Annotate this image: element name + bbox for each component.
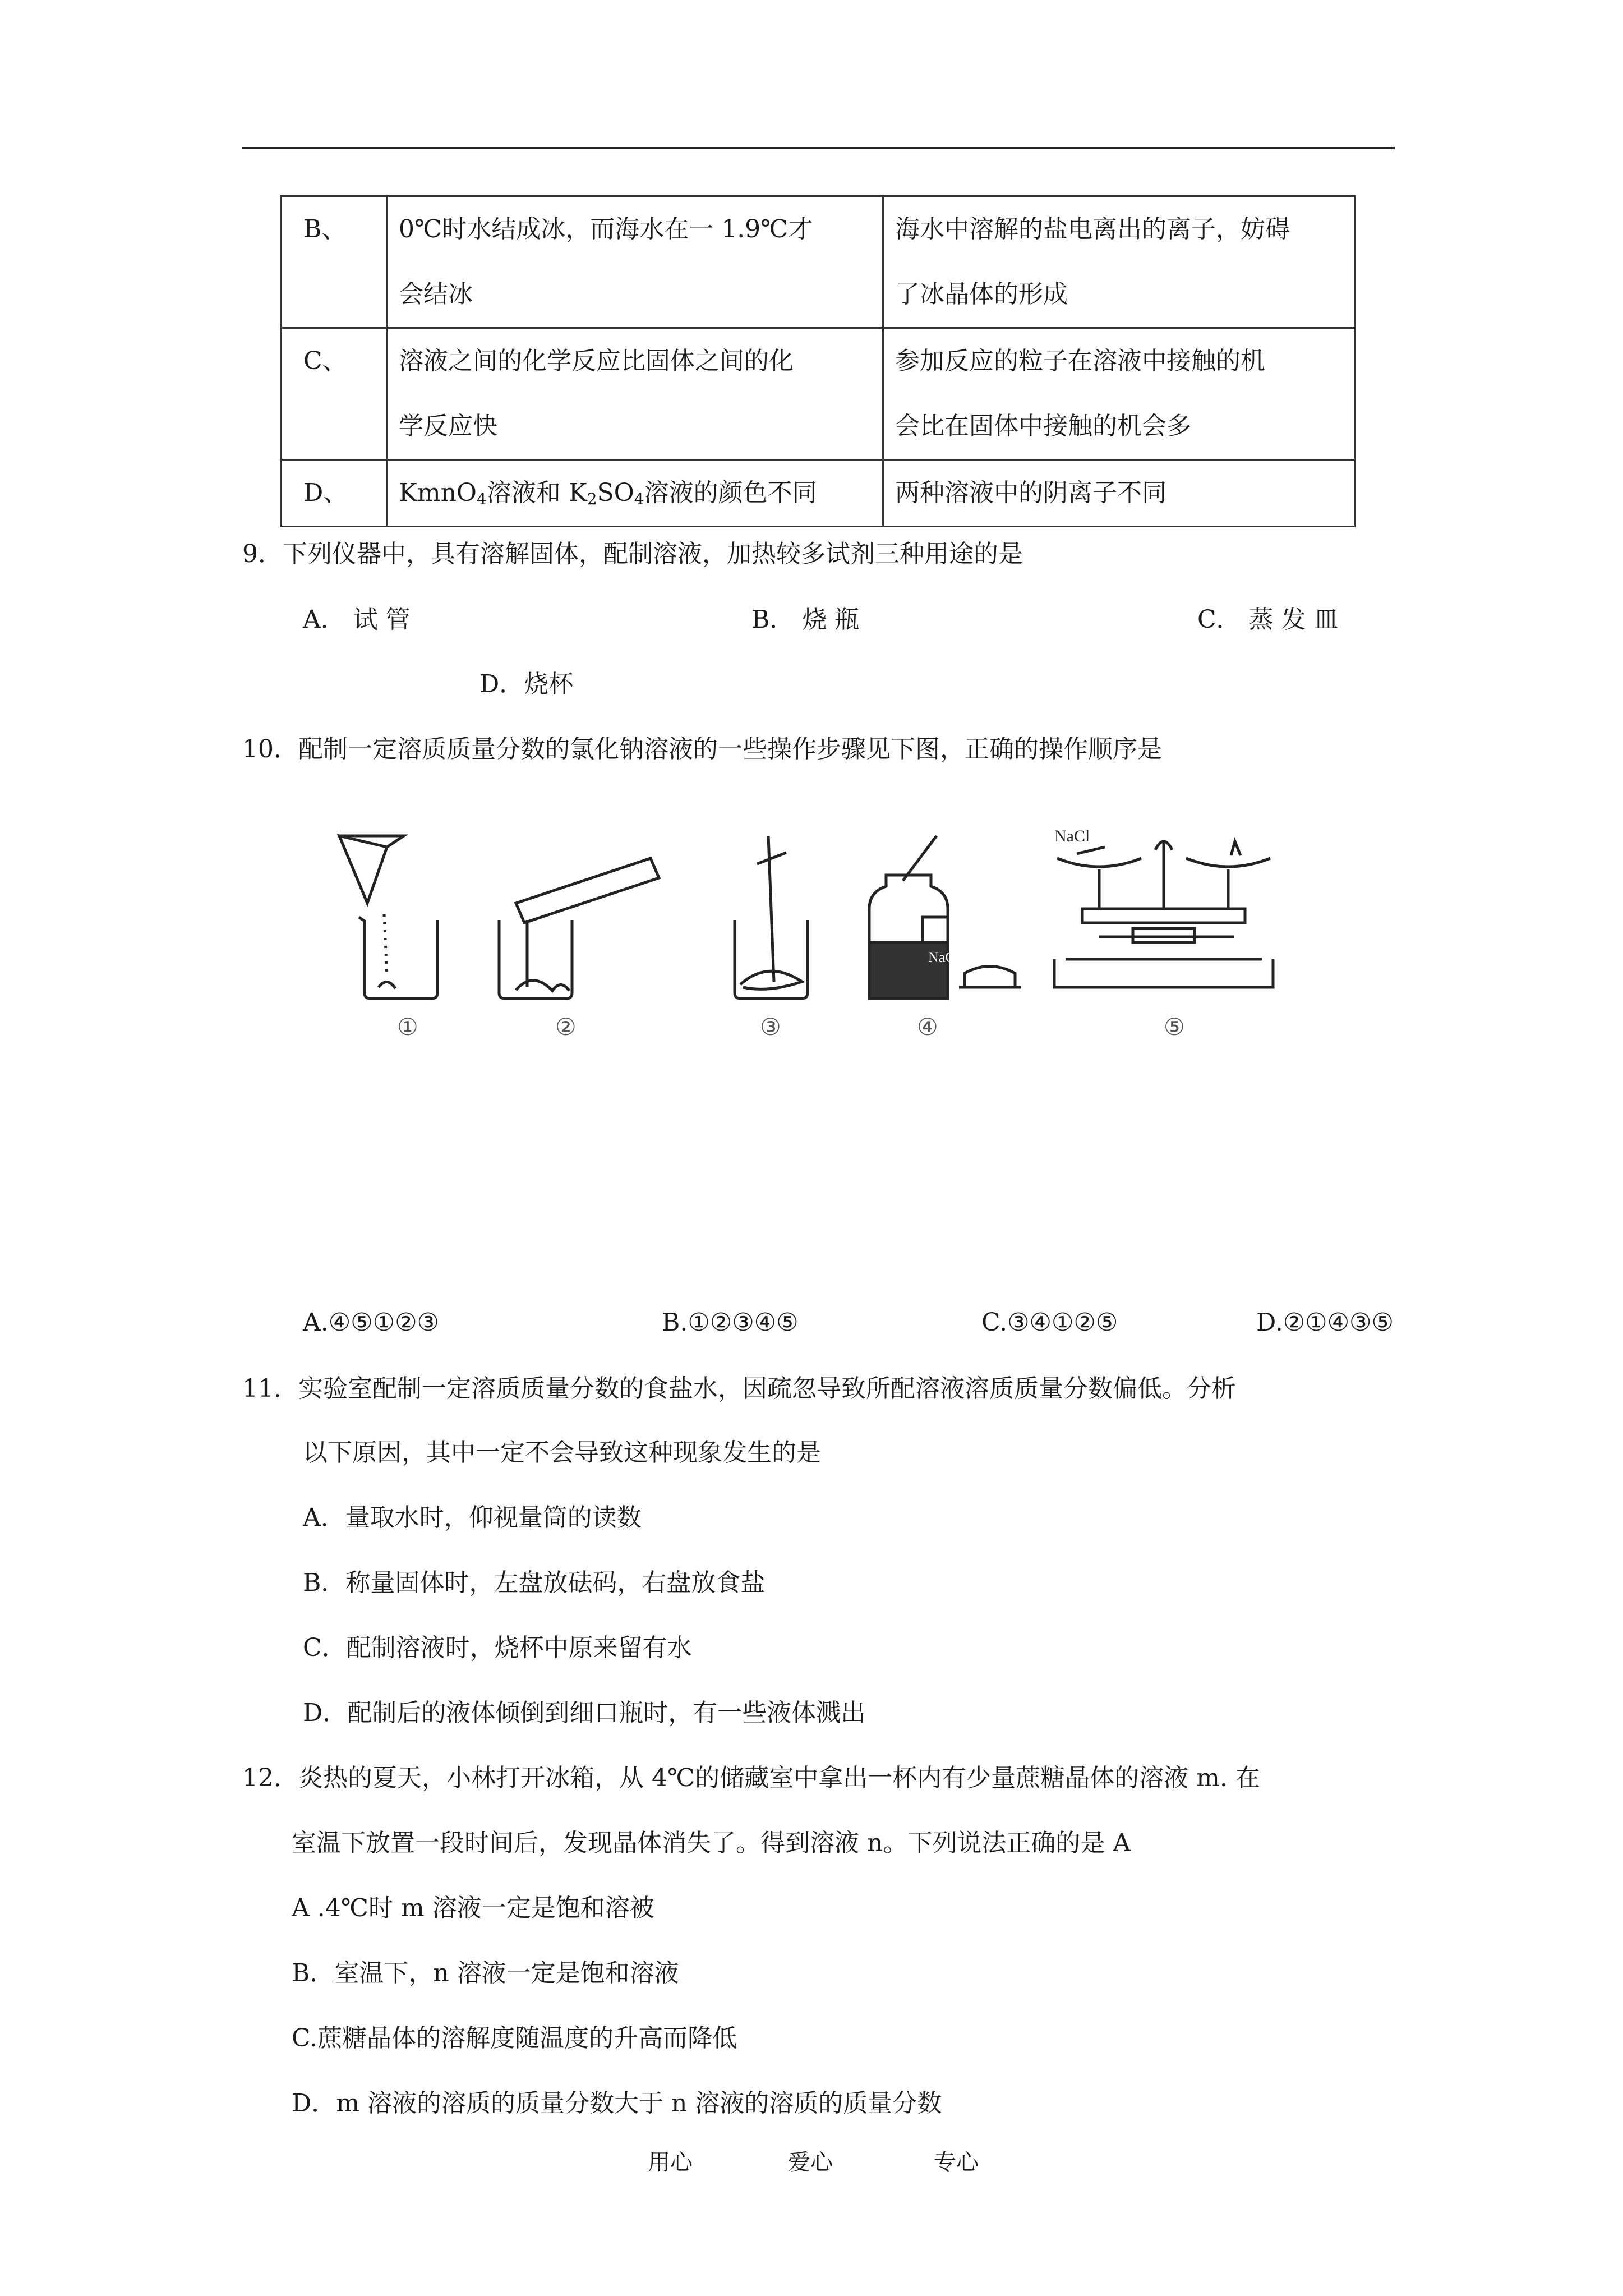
question-10-stem: 10．配制一定溶质质量分数的氯化钠溶液的一些操作步骤见下图，正确的操作顺序是 bbox=[242, 735, 1162, 763]
fig-label-4: ④ bbox=[917, 1013, 938, 1041]
scale-label: NaCl bbox=[1054, 827, 1090, 845]
footer-text-3: 专心 bbox=[934, 2150, 979, 2175]
q10-option-d: D.②①④③⑤ bbox=[1256, 1308, 1394, 1337]
footer-text-1: 用心 bbox=[648, 2150, 693, 2175]
q12-option-c: C.蔗糖晶体的溶解度随温度的升高而降低 bbox=[292, 2024, 737, 2053]
phenomenon-cell: 0℃时水结成冰，而海水在一 1.9℃才 会结冰 bbox=[387, 196, 883, 328]
footer-text-2: 爱心 bbox=[788, 2150, 833, 2175]
beaker-1-icon bbox=[339, 836, 437, 999]
q9-option-d: D．烧杯 bbox=[479, 670, 574, 698]
explanation-cell: 参加反应的粒子在溶液中接触的机 会比在固体中接触的机会多 bbox=[883, 328, 1355, 460]
row-label: B、 bbox=[282, 196, 387, 328]
q9-option-c: C． 蒸 发 皿 bbox=[1197, 605, 1339, 634]
question-12-stem-cont: 室温下放置一段时间后，发现晶体消失了。得到溶液 n。下列说法正确的是 A bbox=[292, 1829, 1131, 1857]
question-11-stem: 11．实验室配制一定溶质质量分数的食盐水，因疏忽导致所配溶液溶质质量分数偏低。分析 bbox=[242, 1374, 1236, 1403]
table-row bbox=[282, 460, 1355, 527]
table-row bbox=[282, 328, 1355, 460]
q10-option-a: A.④⑤①②③ bbox=[303, 1308, 439, 1337]
question-12-stem: 12．炎热的夏天，小林打开冰箱，从 4℃的储藏室中拿出一杯内有少量蔗糖晶体的溶液 m. 在 bbox=[242, 1764, 1260, 1792]
question-8-table bbox=[280, 195, 1356, 527]
question-11-stem-cont: 以下原因，其中一定不会导致这种现象发生的是 bbox=[303, 1438, 821, 1467]
nacl-bottle-icon bbox=[869, 836, 1021, 999]
solution-preparation-figure bbox=[331, 825, 1324, 1060]
fig-label-2: ② bbox=[555, 1013, 577, 1041]
q10-option-c: C.③④①②⑤ bbox=[981, 1308, 1118, 1337]
row-label: D、 bbox=[282, 460, 387, 527]
header-rule bbox=[242, 147, 1395, 149]
q12-option-d: D．m 溶液的溶质的质量分数大于 n 溶液的溶质的质量分数 bbox=[292, 2089, 942, 2118]
phenomenon-cell: 溶液之间的化学反应比固体之间的化 学反应快 bbox=[387, 328, 883, 460]
q10-option-b: B.①②③④⑤ bbox=[662, 1308, 799, 1337]
phenomenon-cell: KmnO$_4$溶液和 $K_2SO_4$溶液的颜色不同 bbox=[387, 460, 883, 527]
q9-option-a: A． 试 管 bbox=[303, 605, 411, 634]
question-9-stem: 9．下列仪器中，具有溶解固体，配制溶液，加热较多试剂三种用途的是 bbox=[242, 540, 1023, 568]
q11-option-a: A．量取水时，仰视量筒的读数 bbox=[303, 1503, 642, 1532]
row-label: C、 bbox=[282, 328, 387, 460]
q11-option-b: B．称量固体时，左盘放砝码，右盘放食盐 bbox=[303, 1568, 766, 1597]
fig-label-3: ③ bbox=[760, 1013, 781, 1041]
q12-option-a: A .4℃时 m 溶液一定是饱和溶被 bbox=[292, 1894, 654, 1922]
table-row bbox=[282, 196, 1355, 328]
q11-option-d: D．配制后的液体倾倒到细口瓶时，有一些液体溅出 bbox=[303, 1699, 866, 1727]
q9-option-b: B． 烧 瓶 bbox=[751, 605, 860, 634]
beaker-3-icon bbox=[735, 836, 808, 999]
bottle-label: NaCl bbox=[928, 949, 959, 965]
q11-option-c: C．配制溶液时，烧杯中原来留有水 bbox=[303, 1634, 692, 1662]
explanation-cell: 海水中溶解的盐电离出的离子，妨碍 了冰晶体的形成 bbox=[883, 196, 1355, 328]
fig-label-1: ① bbox=[397, 1013, 418, 1041]
balance-scale-icon bbox=[1054, 841, 1273, 987]
explanation-cell: 两种溶液中的阴离子不同 bbox=[883, 460, 1355, 527]
beaker-2-icon bbox=[499, 858, 659, 999]
q12-option-b: B．室温下，n 溶液一定是饱和溶液 bbox=[292, 1959, 679, 1987]
fig-label-5: ⑤ bbox=[1164, 1013, 1185, 1041]
